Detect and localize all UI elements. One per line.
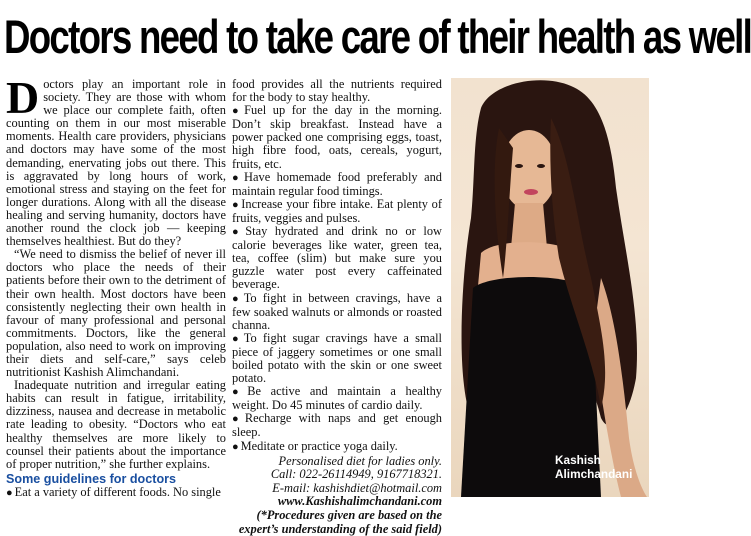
- caption-line-2: Alimchandani: [555, 467, 633, 481]
- bullet-item: ● Meditate or practice yoga daily.: [232, 440, 442, 454]
- bullet-item: ● Recharge with naps and get enough sleep.: [232, 412, 442, 439]
- portrait-photo: [451, 78, 649, 497]
- neck-shape: [511, 203, 547, 248]
- lips: [524, 189, 538, 195]
- left-eye: [515, 164, 523, 168]
- portrait-illustration: [451, 78, 649, 497]
- paragraph-1: [6, 72, 226, 249]
- paragraph-1-text: octors play an important role in society. They are those with whom we place our complete faith, often counting on them in our most miserable moments. Health care providers, physicians and doctors may have some of the most demanding, enervating jobs out there. This is aggravated by long hours of work, emotional stress and staying on the feet for longer durations. Along with all the disease healing and serving humanity, doctors have another round the clock job — keeping themselves healthiest. But do they?: [6, 77, 226, 249]
- bullet-item: ● To fight sugar cravings have a small piece of jaggery sometimes or one small boiled potato with the skin or one sweet potato.: [232, 332, 442, 385]
- bullet-item: ● Stay hydrated and drink no or low calorie beverages like water, green tea, tea, coffee (slim) but make sure you guzzle water post every caffeinated beverage.: [232, 225, 442, 291]
- disclaimer: (*Procedures given are based on the expert’s understanding of the said field): [238, 508, 442, 536]
- contact-info: [232, 455, 442, 536]
- article-column-1: [6, 72, 226, 500]
- contact-website: www.Kashishalimchandani.com: [277, 494, 442, 509]
- contact-note: Personalised diet for ladies only.: [278, 453, 442, 468]
- bullet-item: ● Have homemade food preferably and maintain regular food timings.: [232, 171, 442, 198]
- bullet-item: ● Increase your fibre intake. Eat plenty of fruits, veggies and pulses.: [232, 198, 442, 225]
- headline: Doctors need to take care of their health as well: [4, 10, 751, 63]
- paragraph-3: Inadequate nutrition and irregular eating habits can result in fatigue, irritability, dizziness, nausea and decrease in metabolic rate leading to obesity. “Doctors who eat healthy themselves are more likely to counsel their patients about the importance of proper nutrition,” she further explains.: [6, 378, 226, 471]
- bullet-item: ● To fight in between cravings, have a few soaked walnuts or almonds or roasted channa.: [232, 292, 442, 332]
- bullet-item-1: ● Eat a variety of different foods. No single: [6, 486, 226, 500]
- contact-email: E-mail: kashishdiet@hotmail.com: [272, 480, 442, 495]
- paragraph-2: “We need to dismiss the belief of never ill doctors who place the needs of their patients before their own to the detriment of their own health. Most doctors have been consistently neglecting their own health in favour of many professional and personal commitments. Doctors, like the general population, also need to work on improving their diets and self-care,” says celeb nutritionist Kashish Alimchandani.: [6, 247, 226, 380]
- bullet-item: ● Be active and maintain a healthy weight. Do 45 minutes of cardio daily.: [232, 385, 442, 412]
- bullet-item: ● Fuel up for the day in the morning. Don’t skip breakfast. Instead have a power packed one comprising eggs, toast, high fibre food, oats, cereals, yogurt, fruits, etc.: [232, 104, 442, 170]
- caption-line-1: Kashish: [555, 453, 601, 467]
- continuation-text: food provides all the nutrients required for the body to stay healthy.: [232, 77, 442, 105]
- drop-cap: D: [6, 72, 40, 123]
- article-column-2: [232, 78, 442, 536]
- right-eye: [537, 164, 545, 168]
- photo-caption: [555, 453, 632, 481]
- contact-phone: Call: 022-26114949, 9167718321.: [270, 467, 442, 482]
- subheading-guidelines: Some guidelines for doctors: [6, 471, 177, 486]
